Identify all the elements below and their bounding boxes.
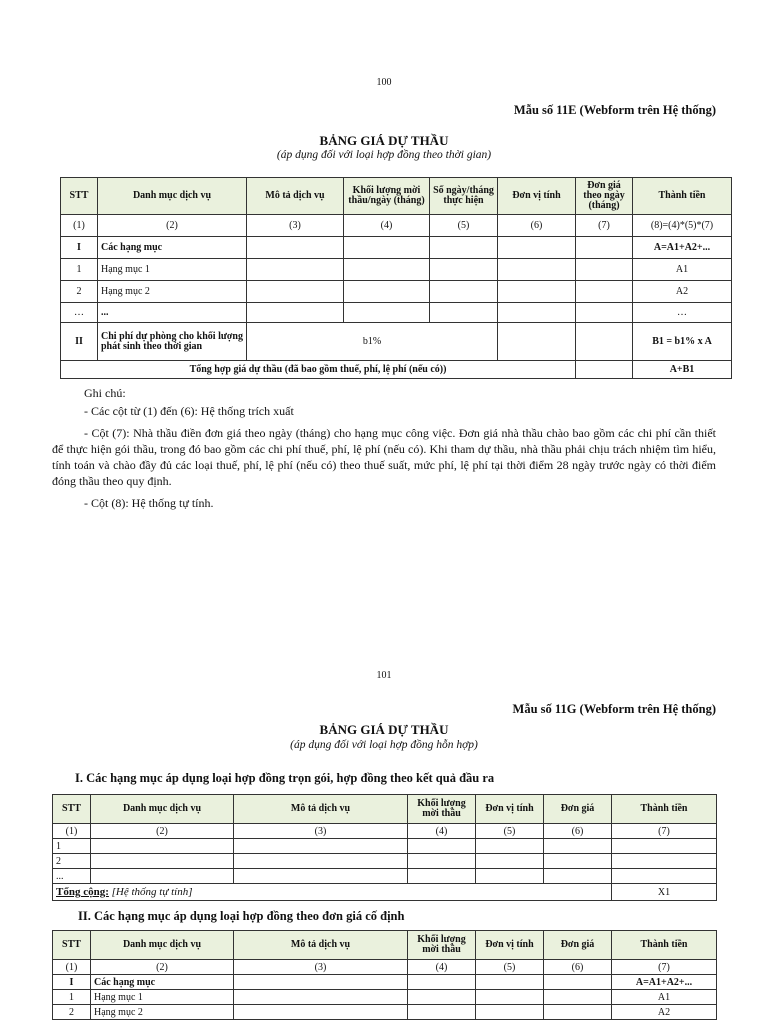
col-header-quantity: Khối lượng mời thầu [408, 795, 476, 824]
bid-price-table-fixed-unit [52, 930, 717, 1020]
amount-cell: A1 [612, 990, 717, 1005]
col-header-amount: Thành tiền [612, 795, 717, 824]
bid-price-table-time [60, 177, 732, 379]
notes [52, 385, 716, 511]
note-1: - Các cột từ (1) đến (6): Hệ thống trích xuất [84, 404, 294, 418]
num-cell: (1) [53, 824, 91, 839]
table-row [53, 854, 717, 869]
num-cell: (2) [91, 824, 234, 839]
page-subtitle: (áp dụng đối với loại hợp đồng hỗn hợp) [290, 739, 478, 751]
num-cell: (5) [476, 824, 544, 839]
col-header-description: Mô tả dịch vụ [234, 931, 408, 960]
col-header-days: Số ngày/tháng thực hiện [430, 178, 498, 215]
num-cell: (3) [234, 960, 408, 975]
total-value: X1 [612, 884, 717, 901]
summary-total: A+B1 [633, 361, 732, 379]
stt-cell: … [61, 303, 98, 323]
page-subtitle: (áp dụng đối với loại hợp đồng theo thời gian) [276, 149, 492, 161]
summary-label: Tổng hợp giá dự thầu (đã bao gồm thuế, phí, lệ phí (nếu có)) [61, 361, 576, 379]
num-cell: (5) [476, 960, 544, 975]
amount-cell: A=A1+A2+... [612, 975, 717, 990]
num-cell: (3) [247, 215, 344, 237]
amount-cell: A1 [633, 259, 732, 281]
contingency-rate: b1% [247, 323, 498, 361]
stt-cell: II [61, 323, 98, 361]
stt-cell: 2 [53, 854, 91, 869]
amount-cell: A2 [612, 1005, 717, 1020]
service-cell: Hạng mục 2 [98, 281, 247, 303]
table-row [61, 281, 732, 303]
stt-cell: ... [53, 869, 91, 884]
col-header-quantity: Khối lượng mời thầu/ngày (tháng) [344, 178, 430, 215]
service-cell: Các hạng mục [98, 237, 247, 259]
num-cell: (6) [544, 960, 612, 975]
col-header-unit-price: Đơn giá [544, 931, 612, 960]
col-header-unit: Đơn vị tính [498, 178, 576, 215]
stt-cell: I [61, 237, 98, 259]
table-row [53, 990, 717, 1005]
amount-cell: … [633, 303, 732, 323]
table-row [53, 975, 717, 990]
num-cell: (2) [91, 960, 234, 975]
col-header-stt: STT [53, 931, 91, 960]
service-cell: Hạng mục 2 [91, 1005, 234, 1020]
page-title: BẢNG GIÁ DỰ THẦU [319, 722, 449, 737]
num-cell: (3) [234, 824, 408, 839]
amount-cell: A2 [633, 281, 732, 303]
col-header-service: Danh mục dịch vụ [91, 795, 234, 824]
note-3: - Cột (8): Hệ thống tự tính. [84, 496, 214, 510]
page-number: 100 [376, 77, 392, 88]
numbering-row [53, 824, 717, 839]
num-cell: (7) [612, 824, 717, 839]
total-label-cell [53, 884, 612, 901]
table-row [53, 839, 717, 854]
col-header-unit: Đơn vị tính [476, 931, 544, 960]
summary-row [61, 361, 732, 379]
form-label: Mẫu số 11E (Webform trên Hệ thống) [513, 103, 716, 117]
total-note: [Hệ thống tự tính] [111, 886, 193, 898]
col-header-stt: STT [53, 795, 91, 824]
table-row [53, 869, 717, 884]
col-header-service: Danh mục dịch vụ [91, 931, 234, 960]
numbering-row [61, 215, 732, 237]
num-cell: (4) [408, 960, 476, 975]
num-cell: (1) [61, 215, 98, 237]
col-header-description: Mô tả dịch vụ [234, 795, 408, 824]
section-heading-2: II. Các hạng mục áp dụng loại hợp đồng theo đơn giá cố định [78, 909, 405, 923]
form-label: Mẫu số 11G (Webform trên Hệ thống) [512, 702, 716, 716]
service-cell: Hạng mục 1 [91, 990, 234, 1005]
num-cell: (7) [612, 960, 717, 975]
table-row [53, 1005, 717, 1020]
col-header-stt: STT [61, 178, 98, 215]
num-cell: (1) [53, 960, 91, 975]
notes-heading: Ghi chú: [84, 386, 126, 400]
num-cell: (2) [98, 215, 247, 237]
amount-cell: B1 = b1% x A [633, 323, 732, 361]
col-header-description: Mô tả dịch vụ [247, 178, 344, 215]
stt-cell: 1 [53, 990, 91, 1005]
stt-cell: 1 [61, 259, 98, 281]
table-row [61, 303, 732, 323]
num-cell: (6) [498, 215, 576, 237]
num-cell: (4) [344, 215, 430, 237]
col-header-service: Danh mục dịch vụ [98, 178, 247, 215]
service-cell: ... [98, 303, 247, 323]
col-header-amount: Thành tiền [612, 931, 717, 960]
page-number: 101 [376, 670, 392, 681]
section-heading-1: I. Các hạng mục áp dụng loại hợp đồng trọn gói, hợp đồng theo kết quả đầu ra [75, 771, 495, 785]
contingency-row [61, 323, 732, 361]
num-cell: (5) [430, 215, 498, 237]
col-header-amount: Thành tiền [633, 178, 732, 215]
col-header-unit-price: Đơn giá [544, 795, 612, 824]
amount-cell: A=A1+A2+... [633, 237, 732, 259]
stt-cell: 2 [61, 281, 98, 303]
num-cell: (6) [544, 824, 612, 839]
stt-cell: 2 [53, 1005, 91, 1020]
col-header-quantity: Khối lượng mời thầu [408, 931, 476, 960]
num-cell: (4) [408, 824, 476, 839]
num-cell: (8)=(4)*(5)*(7) [633, 215, 732, 237]
stt-cell: 1 [53, 839, 91, 854]
col-header-unit-price: Đơn giá theo ngày (tháng) [576, 178, 633, 215]
note-2: - Cột (7): Nhà thầu điền đơn giá theo ngày (tháng) cho hạng mục công việc. Đơn giá nhà thầu chào bao gồm các chi phí cần thiết để thực hiện gói thầu, trong đó bao gồm các chi phí thuế, phí, lệ phí (nếu có). Khi tham dự thầu, nhà thầu phải chịu trách nhiệm tìm hiểu, tính toán và chào đầy đủ các loại thuế, phí, lệ phí (nếu có) theo thuế suất, mức phí, lệ phí tại thời điểm 28 ngày trước ngày có thời điểm đóng thầu theo quy định. [52, 426, 716, 488]
num-cell: (7) [576, 215, 633, 237]
total-row [53, 884, 717, 901]
service-cell: Chi phí dự phòng cho khối lượng phát sinh theo thời gian [98, 323, 247, 361]
service-cell: Các hạng mục [91, 975, 234, 990]
page-title: BẢNG GIÁ DỰ THẦU [319, 133, 449, 148]
bid-price-table-lump-sum [52, 794, 717, 901]
service-cell: Hạng mục 1 [98, 259, 247, 281]
table-row [61, 259, 732, 281]
col-header-unit: Đơn vị tính [476, 795, 544, 824]
numbering-row [53, 960, 717, 975]
stt-cell: I [53, 975, 91, 990]
total-label: Tổng cộng: [56, 886, 109, 898]
table-row [61, 237, 732, 259]
